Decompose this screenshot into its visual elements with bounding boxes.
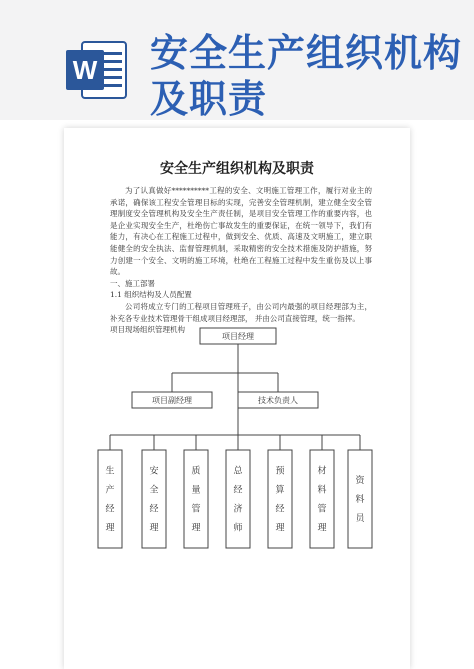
hero-title-line1: 安全生产组织机构 bbox=[150, 30, 463, 75]
org-root-label: 项目经理 bbox=[222, 332, 254, 341]
org-level3-node bbox=[268, 450, 292, 548]
org-level3-node bbox=[310, 450, 334, 548]
word-document-icon bbox=[62, 36, 130, 104]
org-level3-label: 资料员 bbox=[355, 476, 365, 524]
word-logo-letter: W bbox=[72, 55, 98, 85]
org-level3-label: 安全经理 bbox=[149, 466, 159, 534]
org-level3-label: 预算经理 bbox=[275, 466, 285, 534]
org-level3-node bbox=[226, 450, 250, 548]
intro-paragraph: 为了认真做好**********工程的安全、文明施工管理工作，履行对业主的承诺，确保该工程安全管理目标的实现，完善安全管理机制，建立健全安全管理制度安全管理机构及安全生产责任制，是项目安全管理工作的重要内容，也是企业实现安全生产，杜绝伤亡事故发生的重要保证，在统一领导下，我们有能力，有决心在工程施工过程中，做到安全、优质、高速及文明施工，建立职能健全的安全执法、监督管理机制，采取精密的安全技术措施及防护措施，努力创建一个安全、文明的施工环境，杜绝在工程施工过程中发生重伤及以上事故。 bbox=[110, 186, 372, 277]
org-level2-node bbox=[132, 392, 212, 408]
org-level2-label: 项目副经理 bbox=[152, 396, 192, 405]
chart-caption: 项目现场组织管理机构 bbox=[110, 325, 185, 335]
org-root-node bbox=[200, 328, 276, 344]
org-level3-node bbox=[142, 450, 166, 548]
org-level3-label: 总经济师 bbox=[233, 466, 243, 534]
document-title: 安全生产组织机构及职责 bbox=[160, 161, 314, 177]
org-chart bbox=[64, 128, 410, 669]
org-level3-node bbox=[348, 450, 372, 548]
org-level3-label: 材料管理 bbox=[317, 466, 327, 534]
document-page bbox=[64, 128, 410, 669]
org-level3-label: 生产经理 bbox=[105, 466, 115, 534]
org-level2-label: 技术负责人 bbox=[258, 396, 298, 405]
team-paragraph: 公司将成立专门的工程项目管理班子，由公司内最强的项目经理部为主，补充各专业技术管理骨干组成项目经理部， 并由公司直接管理，统一指挥。 bbox=[110, 301, 372, 323]
org-level2-node bbox=[238, 392, 318, 408]
org-level3-node bbox=[184, 450, 208, 548]
org-level3-nodes bbox=[98, 450, 372, 548]
hero-title bbox=[150, 30, 462, 122]
hero-title-line2: 及职责 bbox=[150, 76, 268, 121]
header-banner bbox=[0, 0, 474, 120]
subsection-heading: 1.1 组织结构及人员配置 bbox=[110, 290, 192, 300]
org-level3-node bbox=[98, 450, 122, 548]
section-heading: 一、施工部署 bbox=[110, 278, 155, 288]
org-level3-label: 质量管理 bbox=[191, 466, 201, 534]
